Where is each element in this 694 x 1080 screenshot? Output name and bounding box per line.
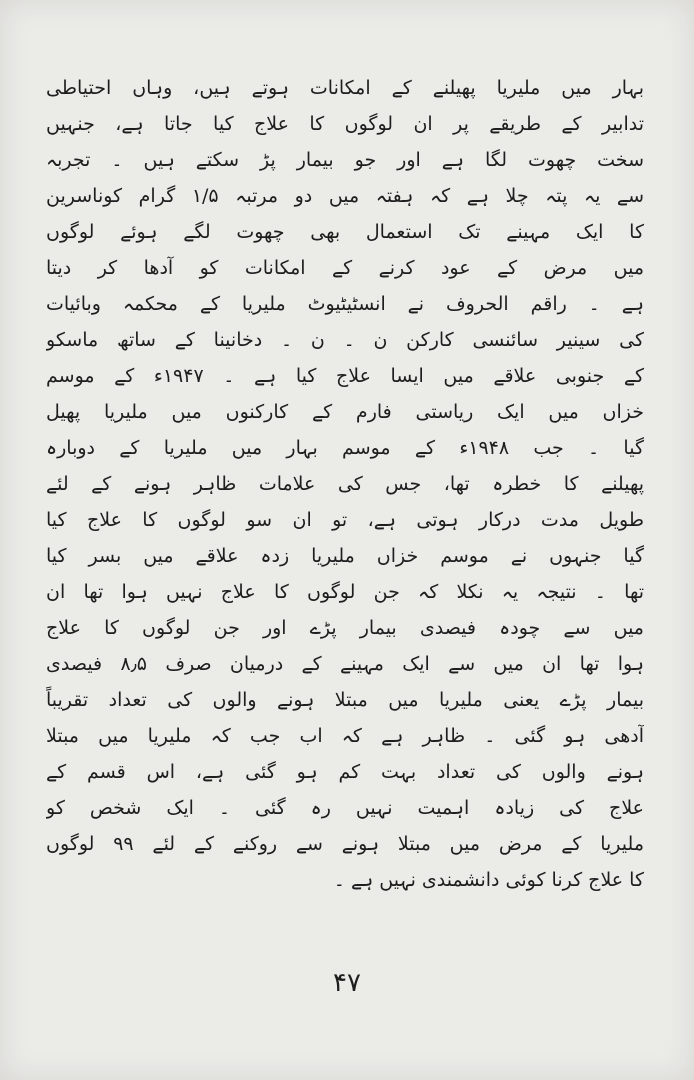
text-line-8: کی سینیر سائنسی کارکن ن ۔ ن ۔ دخانینا کے ساتھ ماسکو bbox=[46, 329, 644, 351]
text-line-19: آدھی ہو گئی ۔ ظاہر ہے کہ اب جب کہ ملیریا میں مبتلا bbox=[46, 725, 644, 747]
text-line-14: گیا جنہوں نے موسم خزاں ملیریا زدہ علاقے میں بسر کیا bbox=[46, 545, 644, 567]
text-line-7: ہے ۔ راقم الحروف نے انسٹیٹیوٹ ملیریا کے محکمہ وبائیات bbox=[46, 293, 644, 315]
text-line-18: بیمار پڑے یعنی ملیریا میں مبتلا ہونے والوں کی تعداد تقریباً bbox=[46, 689, 644, 711]
text-line-11: گیا ۔ جب ۱۹۴۸ء کے موسم بہار میں ملیریا کے دوبارہ bbox=[46, 437, 644, 459]
text-line-21: علاج کی زیادہ اہمیت نہیں رہ گئی ۔ ایک شخص کو bbox=[46, 797, 644, 819]
text-line-5: کا ایک مہینے تک استعمال بھی چھوت لگے ہوئے لوگوں bbox=[46, 221, 644, 243]
text-line-10: خزاں میں ایک ریاستی فارم کے کارکنوں میں ملیریا پھیل bbox=[46, 401, 644, 423]
text-line-15: تھا ۔ نتیجہ یہ نکلا کہ جن لوگوں کا علاج نہیں ہوا تھا ان bbox=[46, 581, 644, 603]
text-line-17: ہوا تھا ان میں سے ایک مہینے کے درمیان صرف ۸٫۵ فیصدی bbox=[46, 653, 644, 675]
text-line-23: کا علاج کرنا کوئی دانشمندی نہیں ہے ۔ bbox=[333, 869, 644, 891]
text-line-12: پھیلنے کا خطرہ تھا، جس کی علامات ظاہر ہونے کے لئے bbox=[46, 473, 644, 495]
text-line-22: ملیریا کے مرض میں مبتلا ہونے سے روکنے کے لئے ۹۹ لوگوں bbox=[46, 833, 644, 855]
body-text bbox=[46, 70, 644, 898]
text-line-16: میں سے چودہ فیصدی بیمار پڑے اور جن لوگوں کا علاج bbox=[46, 617, 644, 639]
text-line-3: سخت چھوت لگا ہے اور جو بیمار پڑ سکتے ہیں ۔ تجربہ bbox=[46, 149, 644, 171]
text-line-2: تدابیر کے طریقے پر ان لوگوں کا علاج کیا جاتا ہے، جنہیں bbox=[46, 113, 644, 135]
text-line-20: ہونے والوں کی تعداد بہت کم ہو گئی ہے، اس قسم کے bbox=[46, 761, 644, 783]
text-line-9: کے جنوبی علاقے میں ایسا علاج کیا ہے ۔ ۱۹۴۷ء کے موسم bbox=[46, 365, 644, 387]
text-line-1: بہار میں ملیریا پھیلنے کے امکانات ہوتے ہیں، وہاں احتیاطی bbox=[46, 77, 644, 99]
text-line-4: سے یہ پتہ چلا ہے کہ ہفتہ میں دو مرتبہ ۱/۵ گرام کوناسرین bbox=[46, 185, 644, 207]
page-number: ۴۷ bbox=[333, 968, 361, 998]
text-line-13: طویل مدت درکار ہوتی ہے، تو ان سو لوگوں کا علاج کیا bbox=[46, 509, 644, 531]
text-line-6: میں مرض کے عود کرنے کے امکانات کو آدھا کر دیتا bbox=[46, 257, 644, 279]
